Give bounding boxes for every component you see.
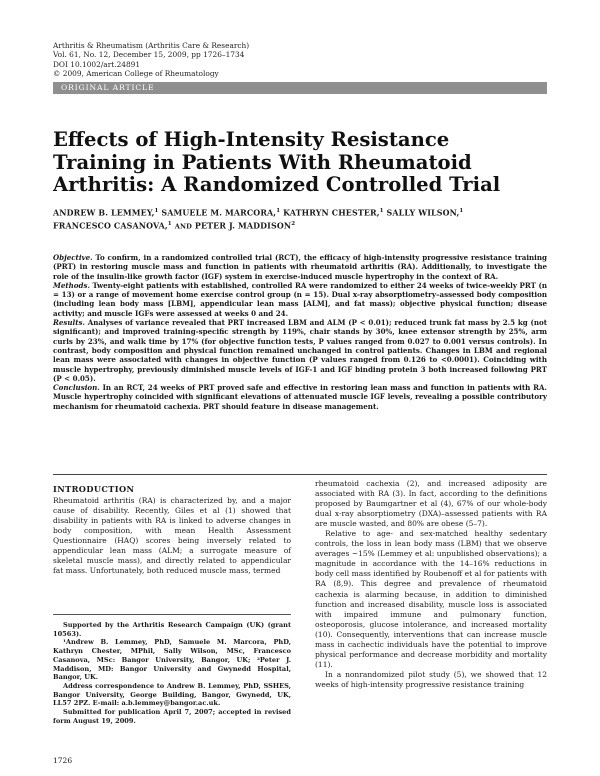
abstract-methods <box>53 281 547 318</box>
author-name: SALLY WILSON, <box>386 208 460 218</box>
footnote-divider <box>53 614 291 615</box>
abstract-objective-label: Objective. <box>53 253 93 262</box>
author-name: KATHRYN CHESTER, <box>283 208 380 218</box>
footnote-funding: Supported by the Arthritis Research Campaign (UK) (grant 10563). <box>53 621 291 638</box>
abstract-conclusion-text: In an RCT, 24 weeks of PRT proved safe and effective in restoring lean mass and function in patients with RA. Muscle hypertrophy coincided with significant elevations of attenuated muscle IGF levels, revealing a possible contributory mechanism for rheumatoid cachexia. PRT should feature in disease management. <box>53 383 547 411</box>
body-paragraph: In a nonrandomized pilot study (5), we showed that 12 weeks of high-intensity progressive resistance training <box>315 669 547 689</box>
journal-copyright: © 2009, American College of Rheumatology <box>53 68 219 78</box>
footnotes <box>53 621 291 725</box>
author-conjunction: AND <box>174 222 192 231</box>
introduction-heading: INTRODUCTION <box>53 484 135 494</box>
section-label: ORIGINAL ARTICLE <box>53 82 547 94</box>
author-affiliation-mark: 1 <box>379 208 384 214</box>
footnote-affiliations: ¹Andrew B. Lemmey, PhD, Samuele M. Marcora, PhD, Kathryn Chester, MPhil, Sally Wilson, MSc, Francesco Casanova, MSc: Bangor University, Bangor, UK; ²Peter J. Maddison, MD: Bangor University and Gwynedd Hospital, Bangor, UK. <box>53 638 291 682</box>
journal-doi: DOI 10.1002/art.24891 <box>53 59 141 69</box>
abstract-objective-text: To confirm, in a randomized controlled trial (RCT), the efficacy of high-intensity progressive resistance training (PRT) in restoring muscle mass and function in patients with rheumatoid arthritis (RA). Additionally, to investigate the role of the insulin-like growth factor (IGF) system in exercise-induced muscle hypertrophy in the context of RA. <box>53 253 547 281</box>
journal-name: Arthritis & Rheumatism (Arthritis Care & Research) <box>53 41 250 50</box>
left-column <box>53 496 291 576</box>
footnote-correspondence: Address correspondence to Andrew B. Lemmey, PhD, SSHES, Bangor University, George Building, Bangor, Gwynedd, UK, LL57 2PZ. E-mail: a.b.lemmey@bangor.ac.uk. <box>53 681 291 708</box>
author-affiliation-mark: 1 <box>154 208 159 214</box>
author-name: FRANCESCO CASANOVA, <box>53 221 168 231</box>
author-affiliation-mark: 1 <box>167 221 172 228</box>
author-name: SAMUELE M. MARCORA, <box>161 208 277 218</box>
author-affiliation-mark: 1 <box>459 208 464 214</box>
abstract-objective <box>53 253 547 281</box>
abstract-results <box>53 318 547 383</box>
abstract <box>53 253 547 411</box>
intro-paragraph: Rheumatoid arthritis (RA) is characterized by, and a major cause of disability. Recently, Giles et al (1) showed that disability in patients with RA is linked to adverse changes in body composition, with mean Health Assessment Questionnaire (HAQ) scores being inversely related to appendicular lean mass (ALM; a surrogate measure of skeletal muscle mass), and directly related to appendicular fat mass. Unfortunately, both reduced muscle mass, termed <box>53 496 291 576</box>
abstract-results-label: Results. <box>53 318 85 328</box>
author-list <box>53 206 547 233</box>
body-paragraph: rheumatoid cachexia (2), and increased adiposity are associated with RA (3). In fact, according to the definitions proposed by Baumgartner et al (4), 67% of our whole-body dual x-ray absorptiometry (DXA)–assessed patients with RA are muscle wasted, and 80% are obese (5–7). <box>315 479 547 529</box>
author-name: ANDREW B. LEMMEY, <box>53 208 155 218</box>
page-number: 1726 <box>53 756 73 765</box>
abstract-conclusion-label: Conclusion. <box>53 383 100 393</box>
footnote-submission: Submitted for publication April 7, 2007; accepted in revised form August 19, 2009. <box>53 708 291 725</box>
author-affiliation-mark: 2 <box>291 221 296 228</box>
author-name: PETER J. MADDISON <box>194 221 292 231</box>
abstract-divider <box>53 474 547 475</box>
journal-citation <box>53 41 353 78</box>
abstract-methods-label: Methods. <box>53 280 90 290</box>
author-affiliation-mark: 1 <box>276 208 281 214</box>
abstract-results-text: Analyses of variance revealed that PRT increased LBM and ALM (P < 0.01); reduced trunk fat mass by 2.5 kg (not significant); and improved training-specific strength by 119%, chair stands by 30%, knee extensor strength by 25%, arm curls by 23%, and walk time by 17% (for objective function tests, P values ranged from 0.027 to 0.001 versus controls). In contrast, body composition and physical function remained unchanged in control patients. Changes in LBM and regional lean mass were associated with changes in objective function (P values ranged from 0.126 to <0.0001). Coinciding with muscle hypertrophy, previously diminished muscle levels of IGF-1 and IGF binding protein 3 both increased following PRT (P < 0.05). <box>53 318 547 383</box>
abstract-methods-text: Twenty-eight patients with established, controlled RA were randomized to either 24 weeks of twice-weekly PRT (n = 13) or a range of movement home exercise control group (n = 15). Dual x-ray absorptiometry–assessed body composition (including lean body mass [LBM], appendicular lean mass [ALM], and fat mass); objective physical function; disease activity; and muscle IGFs were assessed at weeks 0 and 24. <box>53 280 547 318</box>
journal-volume: Vol. 61, No. 12, December 15, 2009, pp 1726–1734 <box>53 50 245 60</box>
abstract-conclusion <box>53 383 547 411</box>
body-paragraph: Relative to age- and sex-matched healthy sedentary controls, the loss in lean body mass (LBM) that we observe averages ~15% (Lemmey et al: unpublished observations); a magnitude in accordance with the 14–16% reductions in body cell mass identified by Roubenoff et al for patients with RA (8,9). This degree and prevalence of rheumatoid cachexia is alarming because, in addition to diminished function and increased disability, muscle loss is associated with impaired immune and pulmonary function, osteoporosis, glucose intolerance, and increased mortality (10). Consequently, interventions that can increase muscle mass in cachectic individuals have the potential to improve physical performance and decrease morbidity and mortality (11). <box>315 529 547 669</box>
article-title: Effects of High-Intensity Resistance Training in Patients With Rheumatoid Arthritis: A Randomized Controlled Trial <box>53 128 501 196</box>
right-column <box>315 479 547 690</box>
